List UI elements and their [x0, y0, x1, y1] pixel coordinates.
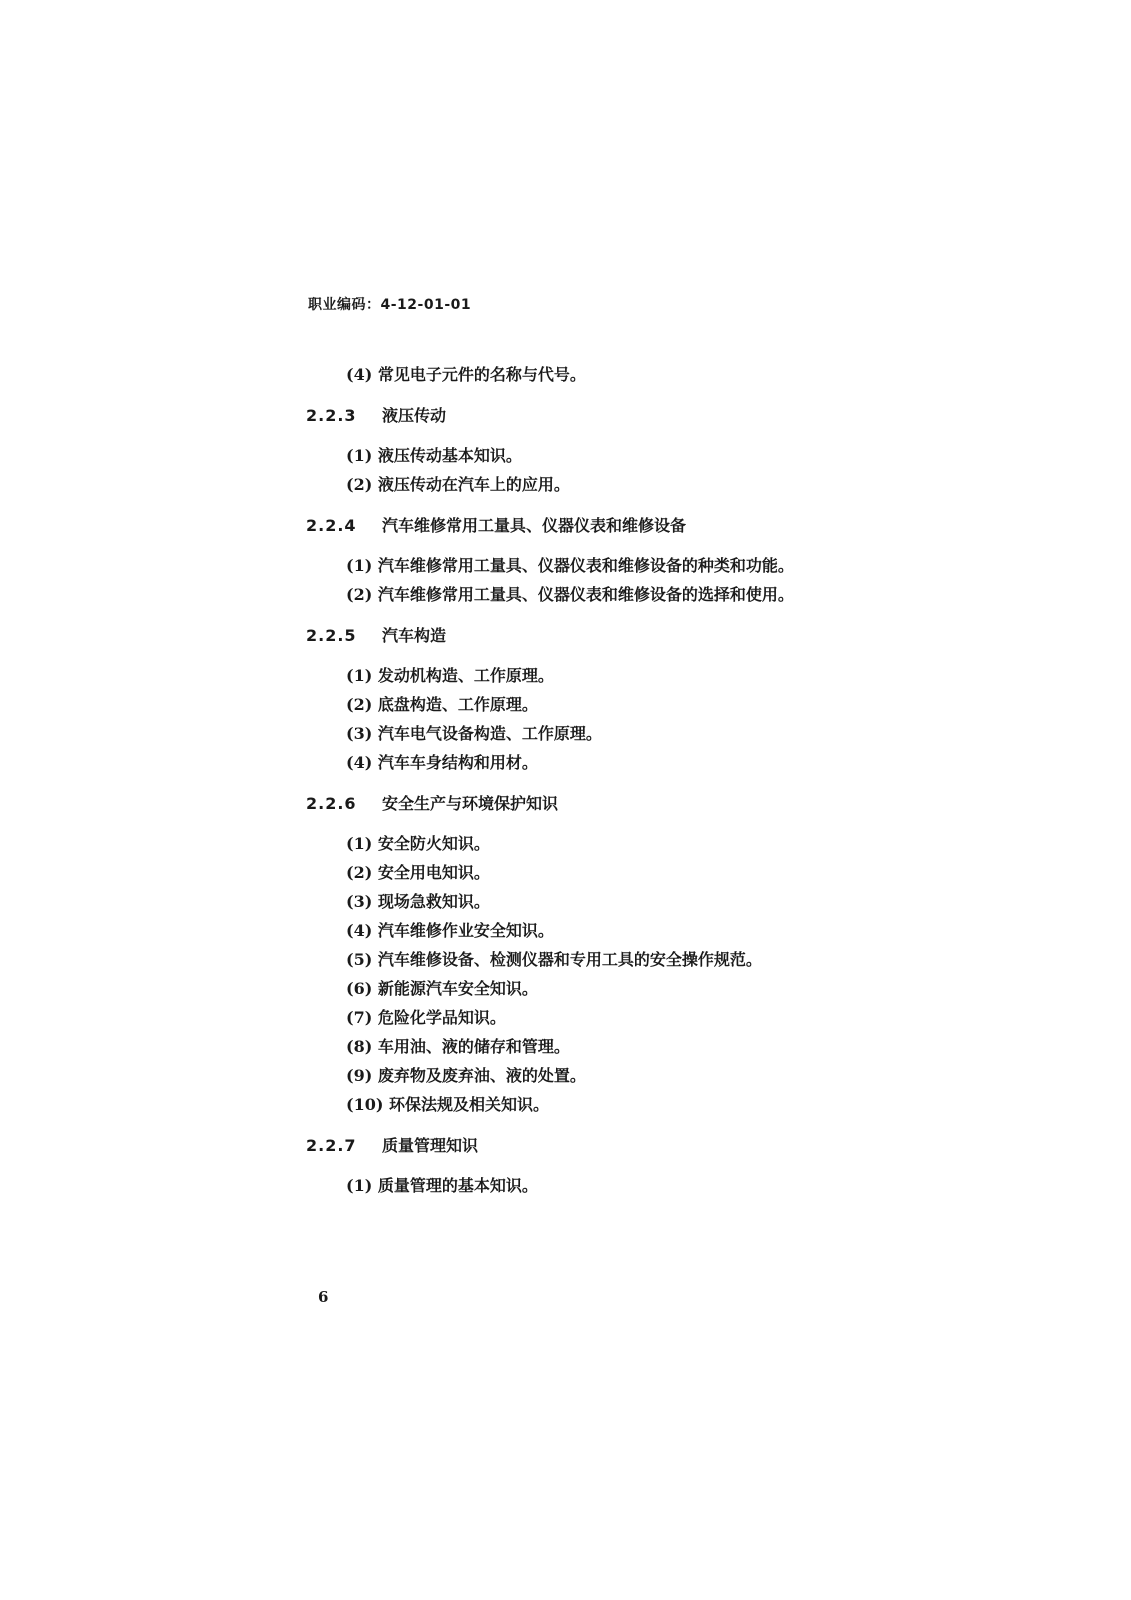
list-item: (4) 汽车车身结构和用材。	[346, 753, 538, 772]
list-item: (2) 液压传动在汽车上的应用。	[346, 475, 570, 494]
list-item: (2) 底盘构造、工作原理。	[346, 695, 538, 714]
section-heading-2-2-4	[306, 511, 1086, 541]
list-item: (2) 安全用电知识。	[346, 863, 490, 882]
section-heading-2-2-6	[306, 789, 1086, 819]
document-body	[306, 360, 1086, 1200]
list-item: (1) 质量管理的基本知识。	[346, 1176, 538, 1195]
list-item: (3) 汽车电气设备构造、工作原理。	[346, 724, 602, 743]
list-item: (1) 发动机构造、工作原理。	[346, 666, 554, 685]
section-number: 2.2.5	[306, 626, 357, 645]
section-number: 2.2.7	[306, 1136, 357, 1155]
section-title: 安全生产与环境保护知识	[382, 794, 559, 813]
list-item: (4) 常见电子元件的名称与代号。	[346, 365, 586, 384]
section-number: 2.2.3	[306, 406, 357, 425]
list-item: (2) 汽车维修常用工量具、仪器仪表和维修设备的选择和使用。	[346, 585, 794, 604]
section-number: 2.2.4	[306, 516, 357, 535]
list-item: (5) 汽车维修设备、检测仪器和专用工具的安全操作规范。	[346, 950, 762, 969]
list-item: (7) 危险化学品知识。	[346, 1008, 506, 1027]
list-item: (3) 现场急救知识。	[346, 892, 490, 911]
section-heading-2-2-7	[306, 1131, 1086, 1161]
section-title: 液压传动	[382, 406, 447, 425]
section-heading-2-2-5	[306, 621, 1086, 651]
section-title: 汽车维修常用工量具、仪器仪表和维修设备	[382, 516, 687, 535]
occupation-code-header: 职业编码：4-12-01-01	[308, 297, 472, 313]
list-item: (10) 环保法规及相关知识。	[346, 1095, 549, 1114]
section-title: 汽车构造	[382, 626, 447, 645]
section-heading-2-2-3	[306, 401, 1086, 431]
section-title: 质量管理知识	[382, 1136, 479, 1155]
list-item: (1) 液压传动基本知识。	[346, 446, 522, 465]
list-item: (6) 新能源汽车安全知识。	[346, 979, 538, 998]
list-item: (9) 废弃物及废弃油、液的处置。	[346, 1066, 586, 1085]
list-item: (4) 汽车维修作业安全知识。	[346, 921, 554, 940]
section-number: 2.2.6	[306, 794, 357, 813]
list-item: (1) 安全防火知识。	[346, 834, 490, 853]
list-item: (1) 汽车维修常用工量具、仪器仪表和维修设备的种类和功能。	[346, 556, 794, 575]
page-number: 6	[318, 1288, 329, 1306]
list-item: (8) 车用油、液的储存和管理。	[346, 1037, 570, 1056]
